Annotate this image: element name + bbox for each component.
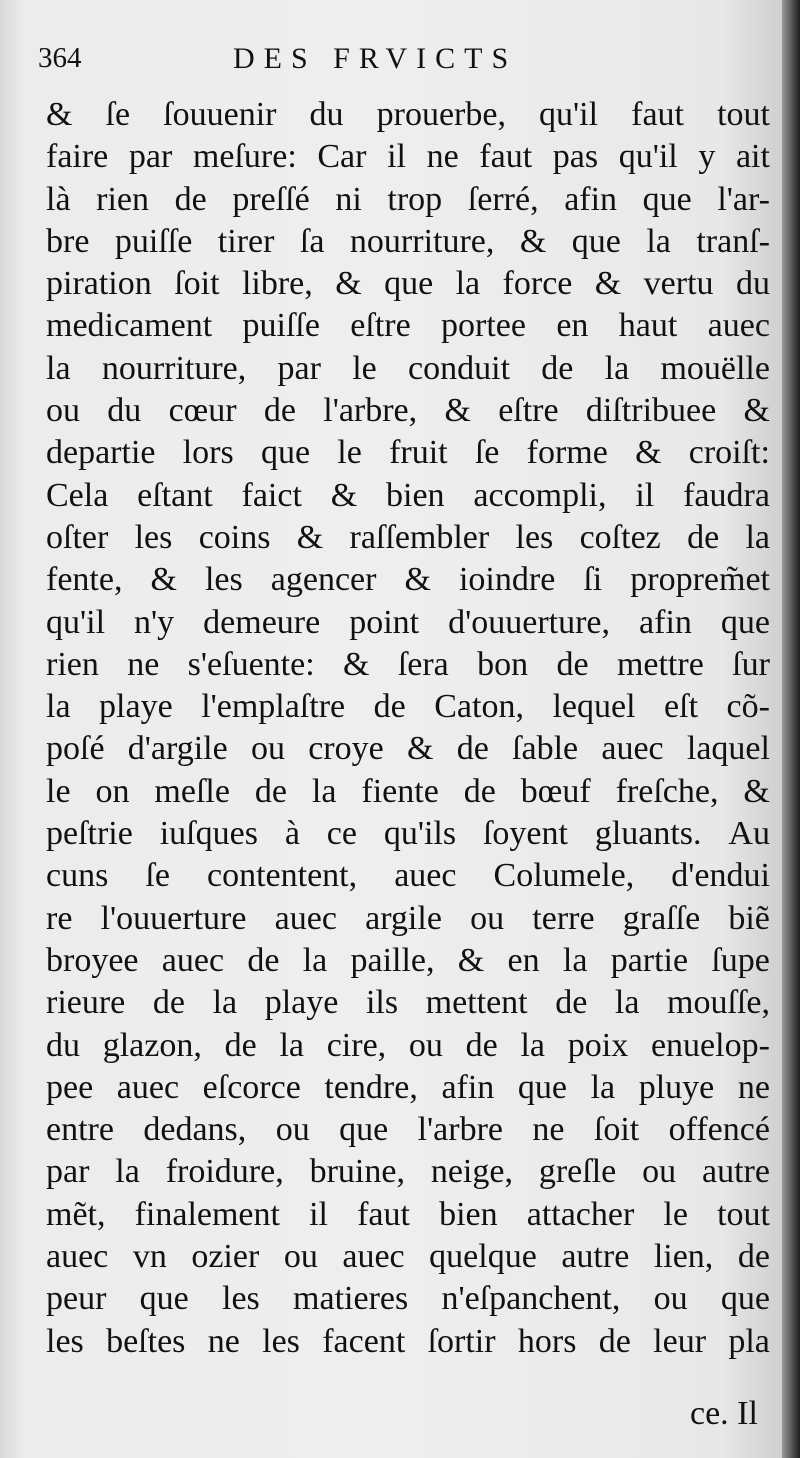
- text-line: la playe l'emplaſtre de Caton, lequel eſt cõ-: [46, 688, 770, 726]
- text-line: oſter les coins & raſſembler les coſtez de la: [46, 518, 770, 556]
- text-line: broyee auec de la paille, & en la partie ſupe: [46, 941, 770, 979]
- text-line: entre dedans, ou que l'arbre ne ſoit offencé: [46, 1111, 770, 1149]
- text-line: peſtrie iuſques à ce qu'ils ſoyent gluants. Au: [46, 815, 770, 853]
- text-line: peur que les matieres n'eſpanchent, ou que: [46, 1280, 770, 1318]
- text-line: fente, & les agencer & ioindre ſi proprem̃et: [46, 561, 770, 599]
- catchword: ce. Il: [690, 1395, 758, 1432]
- running-head: DES FRVICTS: [233, 42, 518, 75]
- page-header: [38, 40, 778, 88]
- text-line: la nourriture, par le conduit de la mouëlle: [46, 349, 770, 387]
- text-line: là rien de preſſé ni trop ſerré, afin que l'ar-: [46, 180, 770, 218]
- text-line: rieure de la playe ils mettent de la mouſſe,: [46, 984, 770, 1022]
- page-edge-shadow: [782, 0, 800, 1458]
- text-line: Cela eſtant faict & bien accompli, il faudra: [46, 476, 770, 514]
- text-line: poſé d'argile ou croye & de ſable auec laquel: [46, 730, 770, 768]
- body-text: [46, 94, 770, 1363]
- text-line: le on meſle de la fiente de bœuf freſche, &: [46, 772, 770, 810]
- text-line: re l'ouuerture auec argile ou terre graſſe biẽ: [46, 899, 770, 937]
- text-line: ou du cœur de l'arbre, & eſtre diſtribuee &: [46, 392, 770, 430]
- text-line: auec vn ozier ou auec quelque autre lien, de: [46, 1238, 770, 1276]
- text-line: cuns ſe contentent, auec Columele, d'endui: [46, 857, 770, 895]
- page-number: 364: [38, 42, 82, 74]
- text-line: qu'il n'y demeure point d'ouuerture, afin que: [46, 603, 770, 641]
- text-line: piration ſoit libre, & que la force & vertu du: [46, 265, 770, 303]
- text-line: medicament puiſſe eſtre portee en haut auec: [46, 307, 770, 345]
- text-line: faire par meſure: Car il ne faut pas qu'il y ait: [46, 138, 770, 176]
- text-line: mẽt, finalement il faut bien attacher le tout: [46, 1195, 770, 1233]
- text-line: du glazon, de la cire, ou de la poix enuelop-: [46, 1026, 770, 1064]
- text-line: bre puiſſe tirer ſa nourriture, & que la tranſ-: [46, 222, 770, 260]
- text-line: par la froidure, bruine, neige, greſle ou autre: [46, 1153, 770, 1191]
- text-line: & ſe ſouuenir du prouerbe, qu'il faut tout: [46, 96, 770, 133]
- text-line: departie lors que le fruit ſe forme & croiſt:: [46, 434, 770, 472]
- text-line: pee auec eſcorce tendre, afin que la pluye ne: [46, 1068, 770, 1106]
- text-line: rien ne s'eſuente: & ſera bon de mettre ſur: [46, 645, 770, 683]
- text-line: les beſtes ne les facent ſortir hors de leur pla: [46, 1322, 770, 1360]
